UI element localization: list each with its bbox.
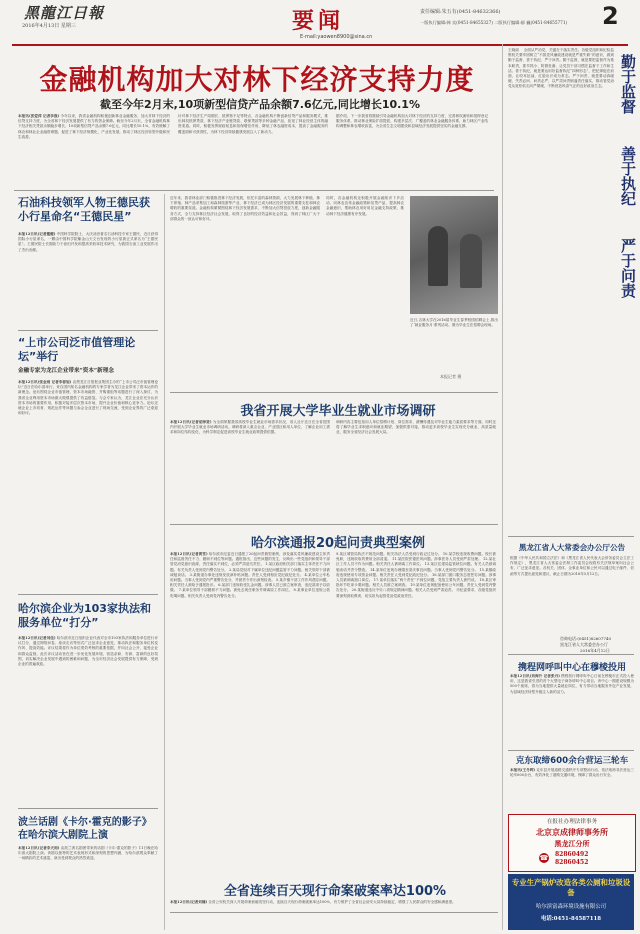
story-title: 哈尔滨通报20起问责典型案例 — [250, 536, 426, 551]
story-body: 9.某区城管局执法不规范问题。相关执法人员受到行政记过处分。 10.某学校违规收费问题。校长被免职，违规收取的费用全部清退。 11.某医院医德医风问题。涉事医务人员受到严肃处理。 12.某社区工作人员不作为问题。相关责任人被调离工作岗位。 13.某区住建局监管缺位问题。有关人员被诫勉谈话并责令整改。 14.某单位违规办理婚丧喜庆事宜问题。当事人受到党内警告处分。 15.某镇政府违规使用专项资金问题。相关责任人受到党纪政纪处分。 16.某部门窗口服务态度恶劣问题。涉事人员被调离窗口岗位。 17.某单位落实“两个责任”不到位问题。党组主要负责人被约谈。 18.某区审批环节吃拿卡要问题。相关人员被立案调查。 19.某单位违规配备使用公车问题。责任人受到党内警告处分。 20.某街道违反中央八项规定精神问题。相关人员受到严肃追责。 市纪委要求，各级党组织要深刻汲取教训，切实担负起管党治党政治责任。 — [336, 552, 496, 598]
lawfirm-ad — [508, 814, 636, 872]
editor-line-2: 一版执行编辑:韩 宾(0451-84655327) 二版执行编辑:郁 巍(0451-84655771) — [420, 20, 568, 25]
notice-footer-issuer: 黑龙江省人大常委会办公厅 — [560, 642, 608, 647]
divider — [502, 44, 503, 930]
company-ad-name: 哈尔滨富森环境设施有限公司 — [535, 904, 607, 910]
lead-body-col-2: 针对林下经济生产周期长、抵押物不足等特点，各金融机构不断创新信贷产品和服务模式，推出林权抵押贷款、林下经济产业链贷款、联保贷款等多种金融产品，拓宽了林业经营主体的融资渠道。同时，积极发挥财政贴息和担保增信作用，降低了林农融资成本，提高了金融服务的覆盖面和可获得性，为林下经济持续健康发展注入了新动力。 — [178, 114, 328, 134]
story-title: 哈尔滨企业为103家执法和服务单位“打分” — [18, 602, 151, 629]
story-title: 克东取缔600余台营运三轮车 — [515, 756, 629, 766]
story-body: 本报12日讯(张金雨 记者李春旭) 由黑龙江日报报业集团主办的“上市公司泛市值管理论坛”近日在哈尔滨举行，来自国内知名金融机构的专家学者为龙江企业带来了资本运作的新理念。论坛围绕企业市值管理、资本市场融资、并购重组等话题进行了深入探讨，为我省企业利用资本市场做大做强提供了有益借鉴。与会专家认为，龙江企业应充分认识资本市场的重要作用，积极对接多层次资本市场，提升企业价值和核心竞争力。论坛还就企业上市培育、规范运作等问题与参会企业进行了现场交流，受到企业界的广泛欢迎和好评。 — [18, 380, 158, 416]
story-subtitle: 金融专家为龙江企业带来“资本”新理念 — [18, 368, 114, 374]
notice-footer-date: 2016年4月12日 — [580, 648, 610, 653]
commentary-body: 王晓丽 全面从严治党，关键在于落实责任。各级党组织和纪检监察机关要牢固树立“不抓党风廉政建设就是严重失职”的意识，做到勤于监督、善于执纪、严于问责。勤于监督，就是要把监督作为基本职责，抓早抓小、防微杜渐，让党员干部习惯在监督下工作和生活。善于执纪，就是要运用好监督执纪“四种形态”，把纪律挺在前面，让咬耳扯袖、红脸出汗成为常态。严于问责，就是要动真碰硬、失责必问、问责必严，以严肃问责倒逼责任落实，推动管党治党从宽松软走向严紧硬，不断营造风清气正的良好政治生态。 — [508, 48, 614, 89]
divider — [18, 594, 158, 595]
story-body: 本报12日讯(记者刘佳) 哈尔滨市近日组织企业代表对全市103家执法和服务单位进行评议打分，通过网络问卷、座谈走访等形式广泛征求企业意见，推动执法和服务单位转变作风、提高效能。评议结果将作为单位绩效考核的重要依据，并向社会公开，接受企业和群众监督。此次评议活动旨在进一步优化发展环境，营造亲商、安商、富商的良好氛围，切实解决企业发展中遇到的困难和问题，为全市经济社会发展提供有力保障，受到企业的普遍欢迎。 — [18, 636, 158, 667]
divider — [14, 190, 494, 191]
story-body: 本报12日讯(记者刘楠) 全省公安机关深入开展命案侦破攻坚行动，连续百天现行命案破案率达100%，有力维护了全省社会治安大局持续稳定，增强了人民群众的安全感和满意度。 — [170, 900, 456, 904]
issue-date: 2016年4月13日 星期三 — [22, 23, 76, 29]
news-photo — [410, 196, 498, 314]
lawfirm-ad-tagline: 在报社办理法律事务 — [546, 819, 598, 825]
notice-title: 黑龙江省人大常委会办公厅公告 — [518, 543, 626, 552]
story-body: 本报讯(王冬晖) 克东县开展道路交通秩序专项整治行动，依法取缔非法营运三轮车600余台，有效净化了道路交通环境，保障了群众出行安全。 — [510, 768, 634, 778]
company-ad — [508, 874, 634, 930]
commentary-title-3: 严于问责 — [619, 238, 637, 298]
story-title: 我省开展大学毕业生就业市场调研 — [240, 404, 436, 419]
commentary-title-col — [616, 238, 636, 298]
commentary-title-1: 勤于监督 — [619, 54, 637, 114]
commentary-title-col — [616, 146, 636, 206]
section-title: 要闻 — [292, 9, 345, 34]
editor-line-1: 责任编辑:朱五有(0451-84632366) — [420, 9, 501, 15]
divider — [508, 750, 634, 751]
story-title: 波兰话剧《卡尔·霍克的影子》在哈尔滨大剧院上演 — [18, 817, 152, 841]
lawfirm-ad-name: 北京京成律师事务所 — [536, 828, 608, 837]
phone-icon: ☎ — [539, 854, 549, 862]
newspaper-logo: 黑龍江日報 — [24, 4, 105, 22]
page-number: 2 — [602, 2, 619, 30]
lawfirm-ad-phone-2: 82860452 — [555, 859, 589, 866]
story-body: 同时，各金融机构还积极开展金融知识下乡活动，向林农宣传金融政策和信贷产品，提高林农金融意识，帮助林农用好用足金融支持政策，推动林下经济健康有序发展。 — [326, 196, 404, 216]
photo-caption: 近日,吉林大学在2016届毕业生春季校园招聘会上,推出了‘就业服务月’系列活动。图为毕业生在招聘会现场。 — [410, 318, 498, 328]
masthead — [0, 0, 640, 44]
lawfirm-ad-branch: 黑龙江分所 — [554, 840, 590, 848]
divider — [164, 194, 165, 930]
masthead-rule — [12, 44, 628, 46]
photo-figure — [428, 226, 448, 286]
section-email: E-mail:yaowen8900@sina.cn — [300, 34, 373, 40]
story-title: 全省连续百天现行命案破案率达100% — [170, 880, 500, 899]
divider — [508, 654, 634, 655]
company-ad-phone: 电话:0451-84587118 — [540, 916, 602, 922]
divider — [18, 330, 158, 331]
company-ad-headline: 专业生产锅炉改造各类公厕和垃圾设备 — [511, 878, 631, 897]
lead-headline: 金融机构加大对林下经济支持力度 — [39, 63, 475, 96]
lead-body-col-3: 据介绍，下一步我省将继续引导金融机构加大对林下经济的支持力度，完善林权流转和抵押登记服务体系，推动林业保险扩面提质，构建多层次、广覆盖的林业金融服务体系，助力林区产业结构调整和林农增收致富，为全省生态文明建设和县域经济发展提供坚实的金融支撑。 — [336, 114, 488, 129]
lead-body-col-1: 本报讯(张爱萍 记者李强) 今年以来，我省金融机构积极创新林业金融服务，加大对林下经济的信贷支持力度，为全省林下经济发展提供了有力的资金保障。截至今年2月末，全省金融机构林下经济相关贷款余额稳步增长，10项新型信贷产品余额7.6亿元，同比增长10.1%，有效缓解了林农和林业企业融资难题，促进了林下经济规模化、产业化发展，推动了林区经济转型升级和民生改善。 — [18, 114, 170, 139]
story-title: “上市公司泛市值管理论坛”举行 — [18, 336, 136, 363]
divider — [170, 524, 498, 525]
story-body: 本报12日讯(记者黄雪) 哈尔滨市纪委近日通报了20起问责典型案例，涉及落实党风廉政建设主体责任和监督责任不力、履职不到位等问题。通报指出，这些问题的发生，反映出一些党组织和领导干部管党治党意识淡薄，责任落实不到位，必须严肃追究责任。 1.某区政府相关部门落实主体责任不力问题。有关负责人受到党内警告处分。 2.某局党组对下属单位违纪问题监管不力问题。相关领导干部被诫勉谈话。 3.某街道办事处违规发放津补贴问题。责任人受到相应党纪政纪处分。 4.某单位公车私用问题。当事人受到党内严重警告处分，并被责令作出深刻检查。 5.某乡镇干部工作作风漂浮问题。相关责任人被给予通报批评。 6.某部门违规收受礼金问题。涉事人员已被立案审查，违纪款项予以收缴。 7.某单位领导干部履职不力问题。被免去现任职务并调离原工作岗位。 8.某事业单位违规公款吃喝问题。相关负责人受到党内警告处分。 — [170, 552, 330, 598]
divider — [170, 392, 498, 393]
notice-contact: 咨询电话:(0451)82607740 — [560, 636, 612, 641]
story-title: 携程网呼叫中心在穆棱投用 — [517, 663, 626, 673]
story-body: 本报12日讯(记者董健) 中国科学院院士、大庆油田著名石油科技专家王德民，近日获得国际小行星命名，一颗由中国科学院紫金山天文台发现的小行星被正式命名为“王德民星”。王德民院士长期致力于油田开发和提高采收率技术研究，为我国石油工业发展作出了杰出贡献。 — [18, 232, 158, 252]
lead-subheadline: 截至今年2月末,10项新型信贷产品余额7.6亿元,同比增长10.1% — [100, 98, 420, 111]
story-body: 近年来，我省林业部门积极推进林下经济发展，依托丰富的森林资源，大力发展林下种植、林下养殖、林产品采集加工和森林旅游等产业，林下经济已成为林区经济发展的重要支柱和林农增收的重要渠道。金融机构紧紧围绕林下经济发展需求，不断加大信贷投放力度，创新金融服务方式，全力支持林区经济社会发展，取得了良好的经济效益和社会效益，得到了林区广大干部群众的一致认可和好评。 — [170, 196, 320, 221]
divider — [18, 808, 158, 809]
lawfirm-ad-phone-1: 82860492 — [555, 851, 589, 858]
story-title: 石油科技领军人物王德民获小行星命名“王德民星” — [18, 196, 150, 223]
story-body: 本报12日讯(刘海升 记者张丹) 携程旅行网呼叫中心日前在穆棱市正式投入使用，这是我省引进的首个大型电子商务呼叫中心项目。该中心一期建设规模为500个座席，将为当地提供大量就业岗位，有力带动当地服务外包产业发展，为县域经济转型升级注入新的活力。 — [510, 674, 634, 694]
story-body: 调研内容主要包括用人单位招聘计划、岗位需求、薪酬待遇及对毕业生能力素质要求等方面。同时还将了解毕业生求职意向和就业期望，加强供需对接，推动更多高校毕业生实现充分就业、高质量就业，服务全省经济社会发展大局。 — [336, 420, 496, 435]
story-body: 本报12日讯(记者胡泽贤) 为全面掌握我省高校毕业生就业市场需求状况，省人社厅近日在全省范围内开展大学毕业生就业市场调研活动。调研将深入重点企业、产业园区和用人单位，了解企业用工需求和岗位结构变化，为科学制定促进高校毕业生就业政策提供依据。 — [170, 420, 330, 435]
commentary-title — [616, 54, 636, 114]
photo-figure — [460, 234, 482, 288]
photo-credit: 本报记者 摄 — [440, 374, 462, 379]
commentary-title-2: 善于执纪 — [619, 146, 637, 206]
divider — [508, 536, 634, 537]
story-body: 本报12日讯(记者李天雨) 由波兰著名剧团带来的话剧《卡尔·霍克的影子》11日晚在哈尔滨大剧院上演。该剧以独特的艺术表现形式和深刻的思想内涵，为哈尔滨观众奉献了一场精彩的艺术盛宴，演出受到观众的热烈欢迎。 — [18, 846, 158, 861]
notice-body: 根据《中华人民共和国立法法》和《黑龙江省人民代表大会常务委员会立法工作规定》，黑龙江省人大常委会法制工作委员会现将有关法规草案向社会公布，广泛征求意见。各机关、团体、企事业单位和公民可以通过电子邮件、信函等方式提出意见和建议，截止日期为2016年5月12日。 — [510, 556, 634, 576]
